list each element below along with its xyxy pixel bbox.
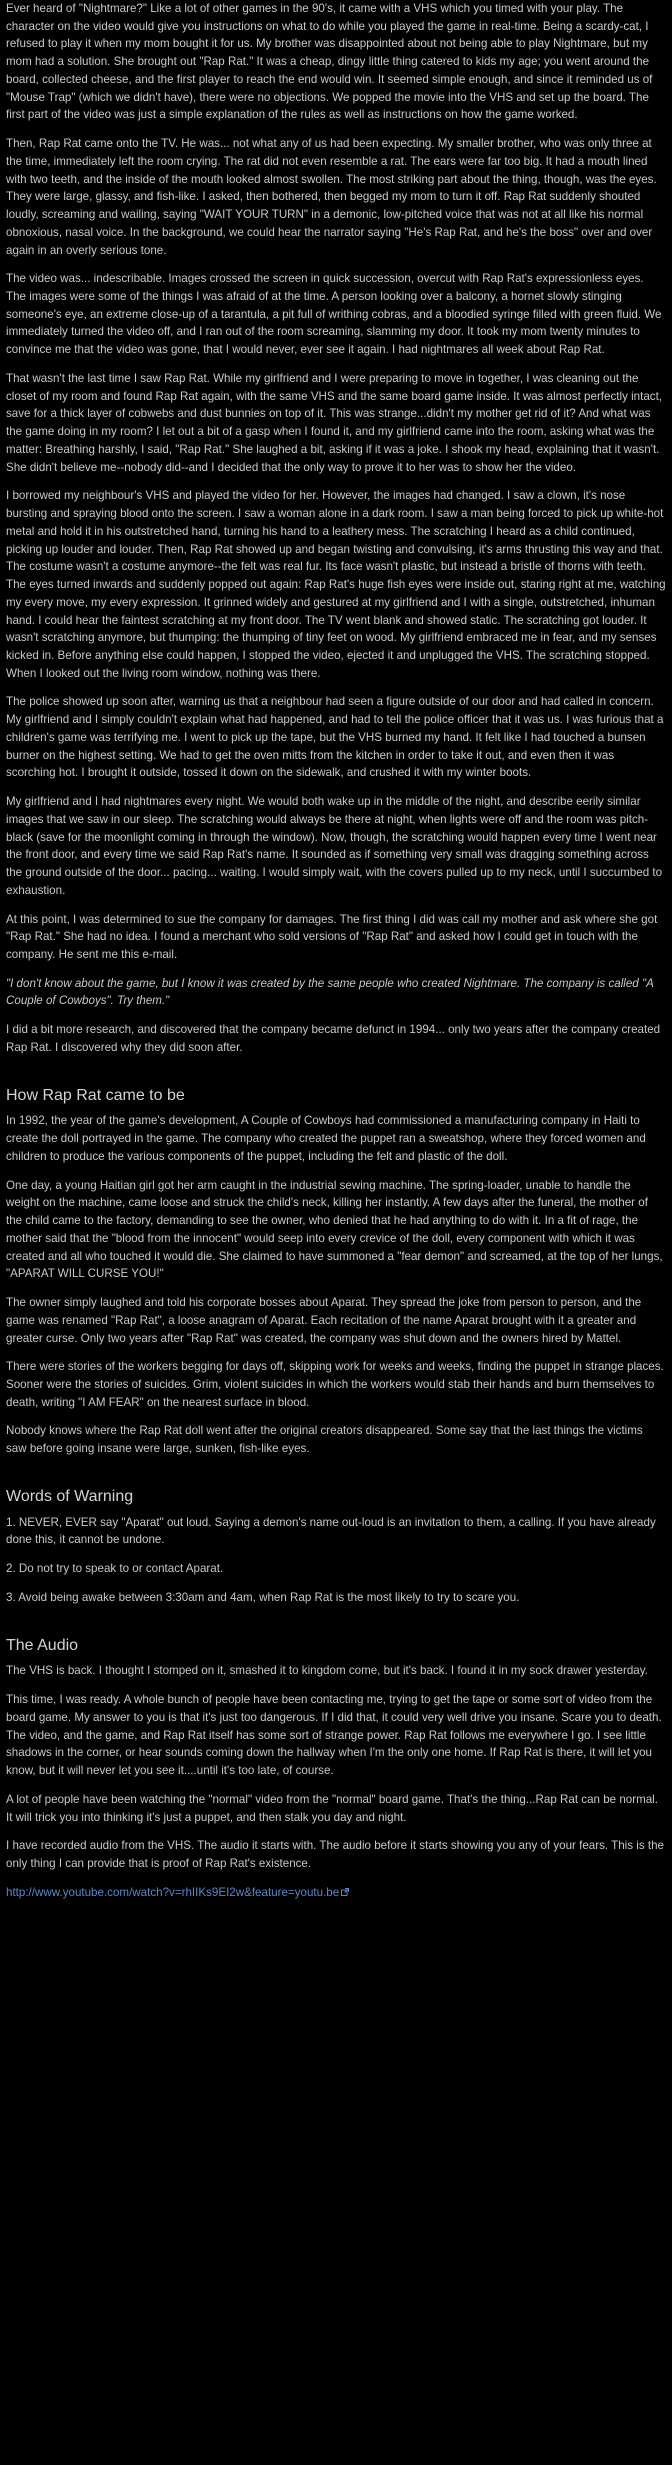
youtube-link[interactable]: http://www.youtube.com/watch?v=rhIIKs9EI2w&feature=youtu.be (6, 1885, 340, 1899)
story-paragraph: The video was... indescribable. Images crossed the screen in quick succession, overcut with Rap Rat's expressionless eyes. The images were some of the things I was afraid of at the time. A person looking over a balcony, a hornet slowly stinging someone's eye, an extreme close-up of a tarantula, a pit full of writhing cobras, and a bloodied syringe filled with green fluid. We immediately turned the video off, and I ran out of the room screaming, slamming my door. It took my mom twenty minutes to convince me that the video was gone, that I would never, ever see it again. I had nightmares all week about Rap Rat. (6, 272, 662, 357)
warning-item: 2. Do not try to speak to or contact Aparat. (6, 1562, 224, 1576)
section-paragraph: This time, I was ready. A whole bunch of people have been contacting me, trying to get the tape or some sort of video from the board game. My answer to you is that it's just too dangerous. If I did that, it could very well drive you insane. Scare you to death. The video, and the game, and Rap Rat itself has some sort of strange power. Rap Rat follows me everywhere I go. I see little shadows in the corner, or hear sounds coming down the hallway when I'm the only one home. If Rap Rat is there, it will let you know, but it will never let you see it....until it's too late, of course. (6, 1693, 662, 1778)
story-paragraph: I borrowed my neighbour's VHS and played the video for her. However, the images had changed. I saw a clown, it's nose bursting and spraying blood onto the screen. I saw a woman alone in a dark room. I saw a man being forced to pick up white-hot metal and hold it in his outstretched hand, turning his hand to a leathery mess. The scratching I heard as a child continued, picking up louder and louder. Then, Rap Rat showed up and began twisting and convulsing, it's arms thrusting this way and that. The costume wasn't a costume anymore--the felt was real fur. Its face wasn't plastic, but instead a bristle of thorns with teeth. The eyes turned inwards and suddenly popped out again: Rap Rat's huge fish eyes were inside out, staring right at me, watching my every move, my every expression. It grinned widely and gestured at my girlfriend and I with a single, outstretched, inhuman hand. I could hear the faintest scratching at my front door. The TV went blank and showed static. The scratching got louder. It wasn't scratching anymore, but thumping: the thumping of tiny feet on wood. My girlfriend embraced me in fear, and my senses kicked in. Before anything else could happen, I stopped the video, ejected it and unplugged the VHS. The scratching stopped. When I looked out the living room window, nothing was there. (6, 489, 666, 680)
section-paragraph: In 1992, the year of the game's development, A Couple of Cowboys had commissioned a manufacturing company in Haiti to create the doll portrayed in the game. The company who created the puppet ran a sweatshop, where they forced women and children to produce the various components of the puppet, including the felt and plastic of the doll. (6, 1114, 646, 1163)
story-paragraph: My girlfriend and I had nightmares every night. We would both wake up in the middle of the night, and describe eerily similar images that we saw in our sleep. The scratching would always be there at night, when lights were off and the room was pitch-black (save for the moonlight coming in through the window). Now, though, the scratching would happen every time I went near the front door, and every time we said Rap Rat's name. It sounded as if something very small was dragging something across the ground outside of the door... pacing... waiting. I would simply wait, with the covers pulled up to my neck, until I succumbed to exhaustion. (6, 795, 663, 897)
warning-item: 1. NEVER, EVER say "Aparat" out loud. Saying a demon's name out-loud is an invitation to them, a calling. If you have already done this, it cannot be undone. (6, 1515, 656, 1547)
section-heading: The Audio (6, 1636, 79, 1654)
section-paragraph: A lot of people have been watching the "normal" video from the "normal" board game. That's the thing...Rap Rat can be normal. It will trick you into thinking it's just a puppet, and then stalk you day and night. (6, 1792, 658, 1824)
section-paragraph: Nobody knows where the Rap Rat doll went after the original creators disappeared. Some say that the last things the victims saw before going insane were large, sunken, fish-like eyes. (6, 1424, 643, 1456)
story-paragraph: At this point, I was determined to sue the company for damages. The first thing I did was call my mother and ask where she got "Rap Rat." She had no idea. I found a merchant who sold versions of "Rap Rat" and asked how I could get in touch with the company. He sent me this e-mail. (6, 912, 658, 961)
story-paragraph: Ever heard of "Nightmare?" Like a lot of other games in the 90's, it came with a VHS which you timed with your play. The character on the video would give you instructions on what to do while you played the game in real-time. Being a scardy-cat, I refused to play it when my mom bought it for us. My brother was disappointed about not being able to play Nightmare, but my mom had a solution. She brought out "Rap Rat." It was a cheap, dingy little thing catered to kids my age; you went around the board, collected cheese, and the first player to reach the end would win. It seemed simple enough, and since it reminded us of "Mouse Trap" (which we didn't have), there were no objections. We popped the movie into the VHS and set up the board. The first part of the video was just a simple explanation of the rules as well as instructions on how the game worked. (6, 2, 653, 122)
warning-section (6, 1487, 666, 1607)
story-paragraph: I did a bit more research, and discovered that the company became defunct in 1994... only two years after the company created Rap Rat. I discovered why they did soon after. (6, 1023, 661, 1054)
audio-section (6, 1636, 666, 1902)
section-paragraph: I have recorded audio from the VHS. The audio it starts with. The audio before it starts showing you any of your fears. This is the only thing I can provide that is proof of Rap Rat's existence. (6, 1839, 664, 1871)
section-paragraph: One day, a young Haitian girl got her arm caught in the industrial sewing machine. The spring-loader, unable to handle the weight on the machine, came loose and struck the child's neck, killing her instantly. A few days after the funeral, the mother of the child came to the factory, demanding to see the owner, who denied that he had anything to do with it. In a fit of rage, the mother said that the "blood from the innocent" would seep into every crevice of the doll, every component with which it was created and all who touched it would die. She claimed to have summoned a "fear demon" and screamed, at the top of her lungs, "APARAT WILL CURSE YOU!" (6, 1178, 663, 1281)
warning-item: 3. Avoid being awake between 3:30am and 4am, when Rap Rat is the most likely to try to scare you. (6, 1590, 520, 1604)
section-paragraph: The owner simply laughed and told his corporate bosses about Aparat. They spread the joke from person to person, and the game was renamed "Rap Rat", a loose anagram of Aparat. Each recitation of the name Aparat brought with it a greater and greater curse. Only two years after "Rap Rat" was created, the company was shut down and the owners hired by Mattel. (6, 1296, 642, 1345)
section-paragraph: There were stories of the workers begging for days off, skipping work for weeks and weeks, finding the puppet in strange places. Sooner were the stories of suicides. Grim, violent suicides in which the workers would stab their hands and burn themselves to death, writing "I AM FEAR" on the nearest surface in blood. (6, 1360, 664, 1409)
external-link-icon[interactable] (341, 1884, 349, 1892)
section-heading: Words of Warning (6, 1487, 134, 1505)
video-link-row (6, 1884, 666, 1902)
story-paragraph: That wasn't the last time I saw Rap Rat. While my girlfriend and I were preparing to move in together, I was cleaning out the closet of my room and found Rap Rat again, with the same VHS and the same board game inside. It was almost perfectly intact, save for a thick layer of cobwebs and dust bunnies on top of it. This was strange...didn't my mother get rid of it? And what was the game doing in my room? I let out a bit of a gasp when I found it, and my girlfriend came into the room, asking what was the matter: Breathing harshly, I said, "Rap Rat." She laughed a bit, asking if it was a joke. I shook my head, explaining that it wasn't. She didn't believe me--nobody did--and I decided that the only way to prove it to her was to show her the video. (6, 371, 663, 474)
how-section (6, 1086, 666, 1458)
section-heading: How Rap Rat came to be (6, 1086, 185, 1104)
section-paragraph: The VHS is back. I thought I stomped on it, smashed it to kingdom come, but it's back. I found it in my sock drawer yesterday. (6, 1664, 648, 1678)
story-intro (6, 0, 666, 1057)
story-paragraph: Then, Rap Rat came onto the TV. He was... not what any of us had been expecting. My smaller brother, who was only three at the time, immediately left the room crying. The rat did not even resemble a rat. The ears were far too big. It had a mouth lined with two teeth, and the inside of the mouth looked almost swollen. The most striking part about the thing, though, was the eyes. They were large, glassy, and fish-like. I asked, then bothered, then begged my mom to turn it off. Rap Rat suddenly shouted loudly, screaming and wailing, saying "WAIT YOUR TURN" in a demonic, low-pitched voice that was not at all like his normal obnoxious, nasal voice. In the background, we could hear the narrator saying "He's Rap Rat, and he's the boss" over and over again in an overly serious tone. (6, 137, 657, 257)
email-quote: "I don't know about the game, but I know it was created by the same people who created Nightmare. The company is called "A Couple of Cowboys". Try them." (6, 976, 654, 1008)
story-paragraph: The police showed up soon after, warning us that a neighbour had seen a figure outside of our door and had called in concern. My girlfriend and I simply couldn't explain what had happened, and had to tell the police officer that it was us. I was furious that a children's game was terrifying me. I went to pick up the tape, but the VHS burned my hand. It felt like I had touched a bunsen burner on the highest setting. We had to get the oven mitts from the kitchen in order to take it out, and even then it was scorching hot. I brought it outside, tossed it down on the sidewalk, and crushed it with my winter boots. (6, 695, 664, 780)
